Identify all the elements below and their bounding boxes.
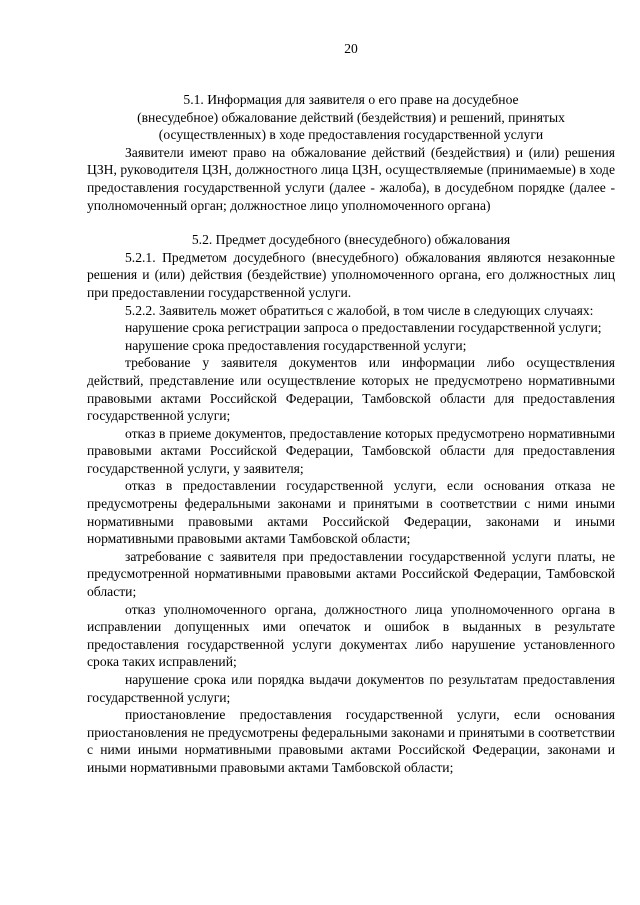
section-gap xyxy=(87,214,615,231)
section-5-1-heading-line-1: 5.1. Информация для заявителя о его праве на досудебное xyxy=(183,92,519,107)
case-item-correction-refusal: отказ уполномоченного органа, должностного лица уполномоченного органа в исправлении допущенных ими опечаток и ошибок в выданных в результате предоставления государственной услуги документах либо нарушение установленного срока таких исправлений; xyxy=(87,601,615,670)
case-item-service-refusal: отказ в предоставлении государственной услуги, если основания отказа не предусмотрены федеральными законами и принятыми в соответствии с ними иными нормативными правовыми актами Российской Федерации, законами и иными нормативными правовыми актами Тамбовской области; xyxy=(87,478,615,547)
case-item-fee-demand: затребование с заявителя при предоставлении государственной услуги платы, не предусмотренной нормативными правовыми актами Российской Федерации, Тамбовской области; xyxy=(87,548,615,600)
section-5-1 xyxy=(87,91,615,214)
case-item-issue-violation: нарушение срока или порядка выдачи документов по результатам предоставления государственной услуги; xyxy=(87,672,615,705)
page-number: 20 xyxy=(344,41,358,56)
case-item-suspension: приостановление предоставления государственной услуги, если основания приостановления не предусмотрены федеральными законами и принятыми в соответствии с ними иными нормативными правовыми актами Российской Федерации, законами и иными нормативными правовыми актами Тамбовской области; xyxy=(87,707,615,775)
section-5-1-heading-line-2: (внесудебное) обжалование действий (бездействия) и решений, принятых xyxy=(137,109,565,125)
section-5-1-heading-line-3: (осуществленных) в ходе предоставления государственной услуги xyxy=(158,127,544,143)
section-5-2-heading: 5.2. Предмет досудебного (внесудебного) обжалования xyxy=(191,232,511,248)
case-item-reception-refusal: отказ в приеме документов, предоставление которых предусмотрено нормативными правовыми актами Российской Федерации, Тамбовской области для предоставления государственной услуги, у заявителя; xyxy=(87,425,615,476)
case-item-registration-violation: нарушение срока регистрации запроса о предоставлении государственной услуги; xyxy=(125,320,602,336)
paragraph-5-2-2: 5.2.2. Заявитель может обратиться с жалобой, в том числе в следующих случаях: xyxy=(125,302,594,318)
section-5-2 xyxy=(87,231,615,776)
case-item-document-demand: требование у заявителя документов или информации либо осуществления действий, представление или осуществление которых не предусмотрено нормативными правовыми актами Российской Федерации, Тамбовской области для предоставления государственной услуги; xyxy=(87,355,615,424)
paragraph-5-2-1: 5.2.1. Предметом досудебного (внесудебного) обжалования являются незаконные решения и (или) действия (бездействие) уполномоченного органа, его должностных лиц при предоставлении государственной услуги. xyxy=(87,249,615,300)
case-item-term-violation: нарушение срока предоставления государственной услуги; xyxy=(125,337,467,353)
document-page xyxy=(87,40,615,777)
section-5-1-paragraph: Заявители имеют право на обжалование действий (бездействия) и (или) решения ЦЗН, руководителя ЦЗН, должностного лица ЦЗН, осуществляемые (принимаемые) в ходе предоставления государственной услуги (далее - жалоба), в досудебном порядке (далее - уполномоченный орган; должностное лицо уполномоченного органа) xyxy=(87,144,615,213)
